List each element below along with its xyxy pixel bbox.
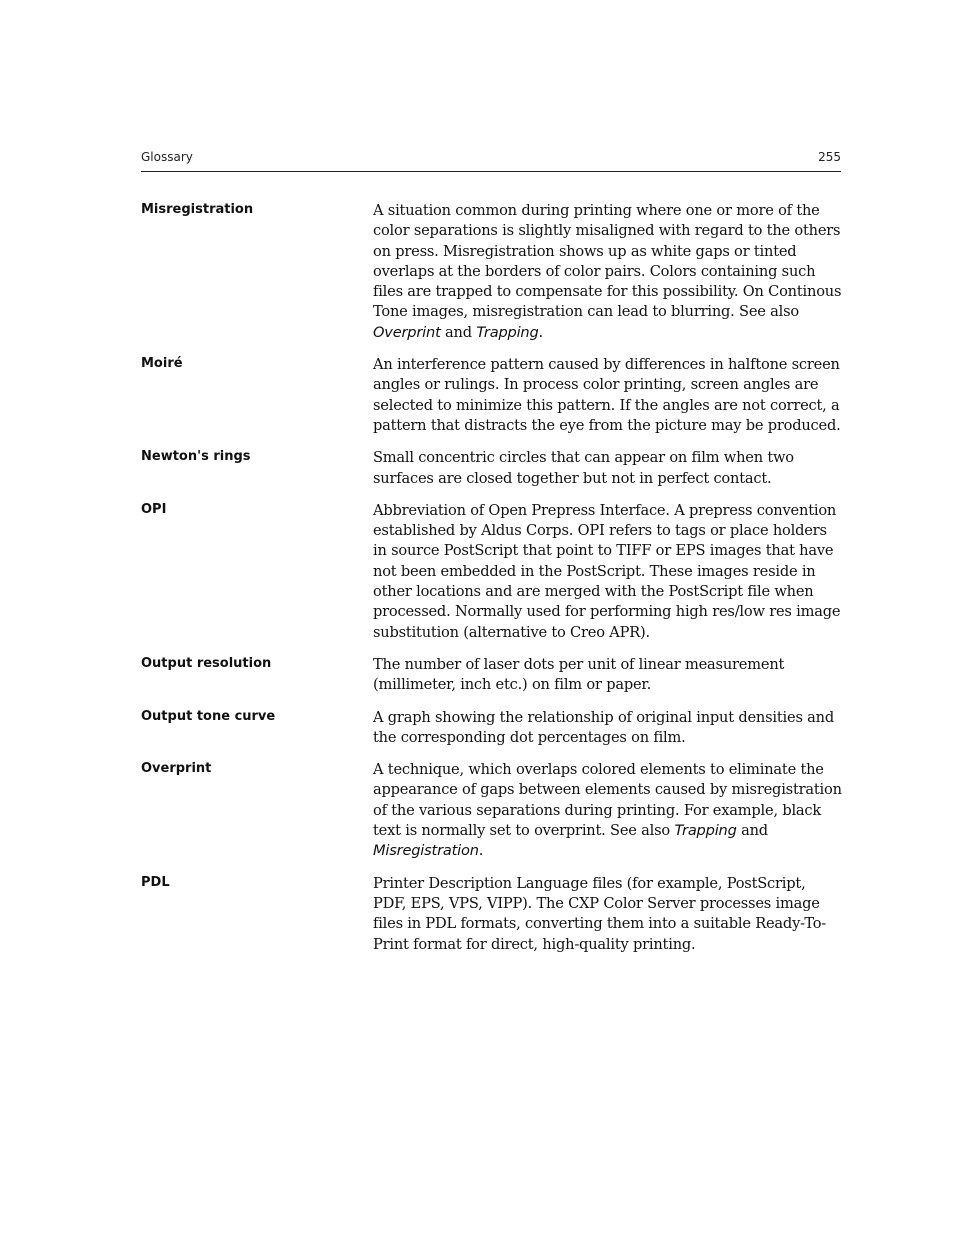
glossary-entries	[141, 201, 843, 967]
glossary-term: OPI	[141, 501, 167, 517]
glossary-definition: An interference pattern caused by differences in halftone screen angles or rulings. In process color printing, screen angles are selected to minimize this pattern. If the angles are not correct, a pattern that distracts the eye from the picture may be produced.	[373, 356, 841, 434]
section-title: Glossary	[141, 150, 193, 164]
cross-reference: Trapping	[476, 323, 539, 341]
glossary-term: Output resolution	[141, 655, 272, 671]
page-header	[141, 149, 841, 172]
glossary-entry-output-tone-curve	[141, 708, 843, 749]
glossary-definition: Abbreviation of Open Prepress Interface. A prepress convention established by Aldus Corps. OPI refers to tags or place holders in source PostScript that point to TIFF or EPS images that have not been embedded in the PostScript. These images reside in other locations and are merged with the PostScript file when processed. Normally used for performing high res/low res image substitution (alternative to Creo APR).	[373, 501, 841, 641]
glossary-term: Newton's rings	[141, 449, 251, 465]
cross-reference: Overprint	[373, 323, 441, 341]
glossary-term: Misregistration	[141, 202, 254, 217]
glossary-term: Output tone curve	[141, 708, 276, 724]
glossary-entry-overprint	[141, 760, 843, 861]
glossary-definition: The number of laser dots per unit of linear measurement (millimeter, inch etc.) on film or paper.	[373, 655, 785, 694]
glossary-entry-moire	[141, 355, 843, 436]
cross-reference: Trapping	[674, 822, 737, 840]
glossary-entry-misregistration	[141, 201, 843, 343]
glossary-entry-pdl	[141, 874, 843, 955]
glossary-term: PDL	[141, 874, 170, 890]
glossary-term: Overprint	[141, 761, 212, 777]
glossary-term: Moiré	[141, 356, 183, 372]
page-number: 255	[818, 150, 841, 164]
glossary-definition: Small concentric circles that can appear on film when two surfaces are closed together but not in perfect contact.	[373, 449, 794, 487]
glossary-definition: Printer Description Language files (for example, PostScript, PDF, EPS, VPS, VIPP). The CXP Color Server processes image files in PDL formats, converting them into a suitable Ready-To-Print format for direct, high-quality printing.	[373, 874, 827, 953]
glossary-entry-opi	[141, 501, 843, 643]
glossary-definition: A technique, which overlaps colored elements to eliminate the appearance of gaps between elements caused by misregistration of the various separations during printing. For example, black text is normally set to overprint. See also Trapping and Misregistration.	[373, 761, 842, 860]
glossary-entry-output-resolution	[141, 655, 843, 696]
cross-reference: Misregistration	[373, 842, 479, 860]
glossary-definition: A graph showing the relationship of original input densities and the corresponding dot percentages on film.	[373, 708, 835, 746]
glossary-definition: A situation common during printing where one or more of the color separations is slightly misaligned with regard to the others on press. Misregistration shows up as white gaps or tinted overlaps at the borders of color pairs. Colors containing such files are trapped to compensate for this possibility. On Continous Tone images, misregistration can lead to blurring. See also Overprint and Trapping.	[373, 202, 842, 341]
glossary-entry-newtons-rings	[141, 448, 843, 489]
